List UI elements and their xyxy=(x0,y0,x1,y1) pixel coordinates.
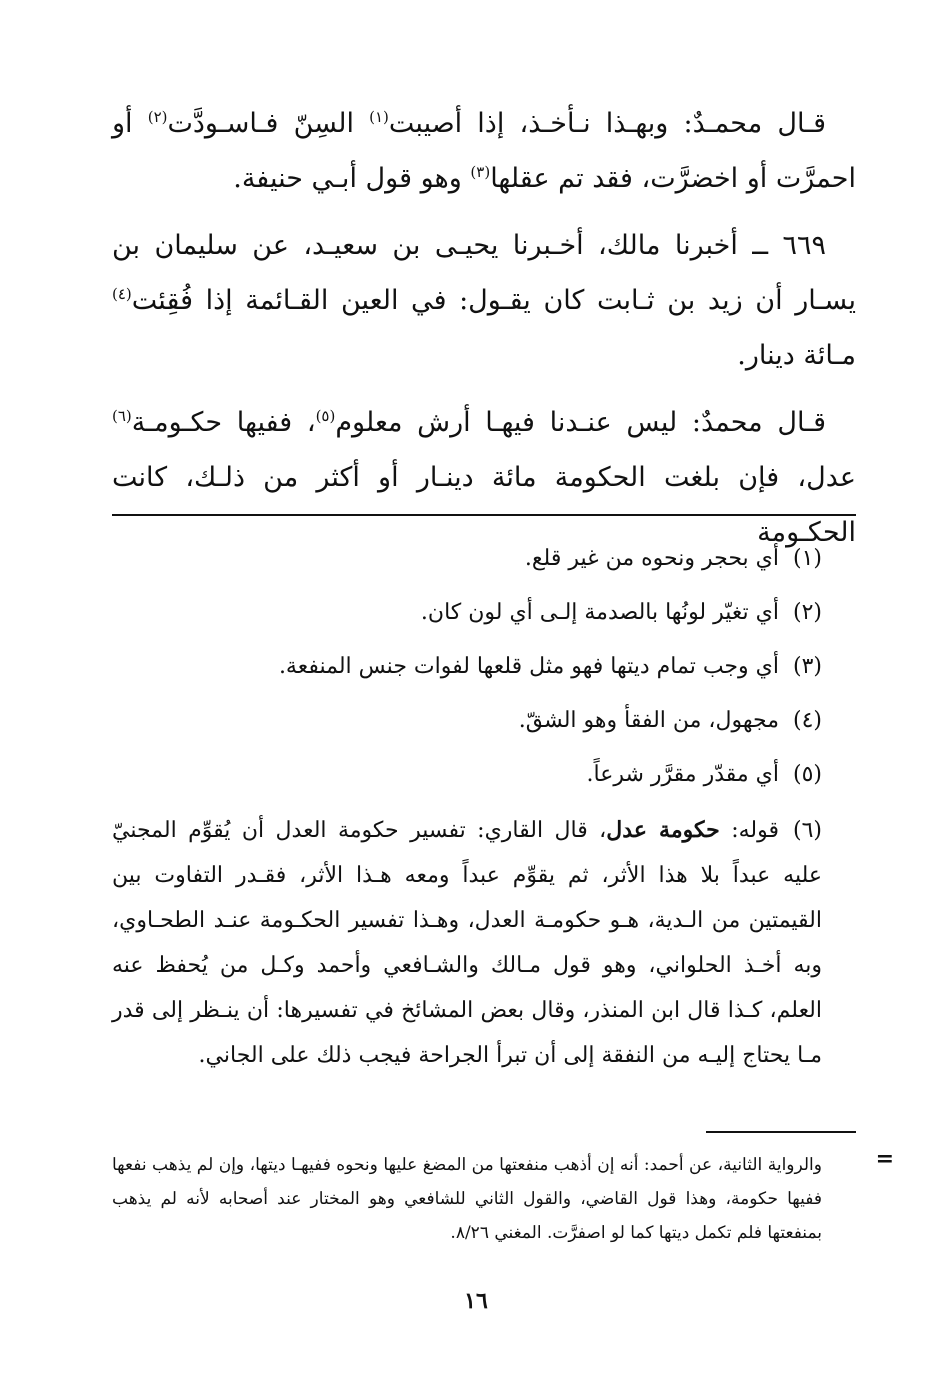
text-run: مـائة دينار. xyxy=(737,340,856,371)
footnote-text: أي تغيّر لونُها بالصدمة إلـى أي لون كان. xyxy=(420,600,779,625)
text-run: وهو قول أبـي حنيفة. xyxy=(233,163,471,194)
footnote-number: (٤) xyxy=(792,708,822,733)
text-run: ٦٦٩ ــ أخبرنا مالك، أخـبرنا يحيـى بن سعيـد، عن سليمان بن يسـار أن زيد بن ثـابت كان يقـول: في العين القـائمة إذا فُقِئت xyxy=(112,230,856,316)
text-run: أو احمرَّت أو اخضرَّت، فقد تم عقلها xyxy=(112,108,856,194)
footnote-ref-6: (٦) xyxy=(112,407,132,425)
footnote-6 xyxy=(112,808,856,1078)
footnote-3 xyxy=(112,640,856,694)
text-run: عدل، فإن بلغت الحكومة مائة دينـار أو أكثر من ذلـك، كانت الحكـومة xyxy=(112,462,856,548)
footnote-text: مجهول، من الفقأ وهو الشقّ. xyxy=(518,708,779,733)
text-run: قـال محمـدٌ: وبهـذا نـأخـذ، إذا أصيبت xyxy=(388,108,826,139)
footnote-bold-term: حكومة عدل xyxy=(606,817,720,843)
continued-footnote: والرواية الثانية، عن أحمد: أنه إن أذهب منفعتها من المضغ عليها ونحوه ففيهـا ديتها، وإن لم يذهب نفعها ففيها حكومة، وهذا قول القاضي، والقول الثاني للشافعي وهو المختار عند أصحابه لأنه لم يذهب بمنفعتها فلم تكمل ديتها كما لو اصفرَّت. المغني ٨/٢٦. xyxy=(112,1155,822,1243)
continuation-mark: = xyxy=(875,1146,894,1172)
footnote-number: (١) xyxy=(792,546,822,571)
footnote-number: (٣) xyxy=(792,654,822,679)
footnote-4 xyxy=(112,694,856,748)
footnote-separator xyxy=(112,514,856,516)
continuation-separator xyxy=(706,1131,856,1133)
footnote-number: (٥) xyxy=(792,762,822,787)
text-run: السِنّ فـاسـودَّت xyxy=(167,108,370,139)
footnote-text: أي مقدّر مقرَّر شرعاً. xyxy=(586,762,779,787)
footnote-number: (٢) xyxy=(792,600,822,625)
main-text xyxy=(112,96,856,572)
footnote-ref-2: (٢) xyxy=(147,108,168,126)
footnote-5 xyxy=(112,748,856,802)
footnote-1 xyxy=(112,532,856,586)
paragraph-1 xyxy=(112,96,856,206)
footnote-ref-1: (١) xyxy=(369,108,389,126)
footnote-ref-3: (٣) xyxy=(470,163,491,181)
footnote-ref-5: (٥) xyxy=(315,407,336,425)
footnotes xyxy=(112,532,856,1078)
footnote-lead: قوله: xyxy=(719,818,779,843)
footnote-text: ، قال القاري: تفسير حكومة العدل أن يُقوِّم المجنيّ عليه عبداً بلا هذا الأثر، ثم يقوِّم عبداً ومعه هـذا الأثر، فقـدر التفاوت بين القيمتين من الـدية، هـو حكومـة العدل، وهـذا تفسير الحكـومة عنـد الطحـاوي، وبه أخـذ الحلواني، وهو قول مـالك والشـافعي وأحمد وكـل من يُحفظ عنه العلم، كـذا قال ابن المنذر، وقال بعض المشائخ في تفسيرها: أن ينـظر إلى قدر مـا يحتاج إليـه من النفقة إلى أن تبرأ الجراحة فيجب ذلك على الجاني. xyxy=(112,818,822,1068)
page-number: ١٦ xyxy=(464,1288,488,1314)
paragraph-2 xyxy=(112,218,856,383)
footnote-number: (٦) xyxy=(792,818,822,843)
footnote-2 xyxy=(112,586,856,640)
text-run: قـال محمدٌ: ليس عنـدنا فيهـا أرش معلوم xyxy=(335,407,826,438)
footnote-text: أي وجب تمام ديتها فهو مثل قلعها لفوات جنس المنفعة. xyxy=(278,654,779,679)
footnote-text: أي بحجر ونحوه من غير قلع. xyxy=(524,546,779,571)
text-run: ، ففيها حكـومـة xyxy=(131,407,316,438)
footnote-ref-4: (٤) xyxy=(112,285,132,303)
